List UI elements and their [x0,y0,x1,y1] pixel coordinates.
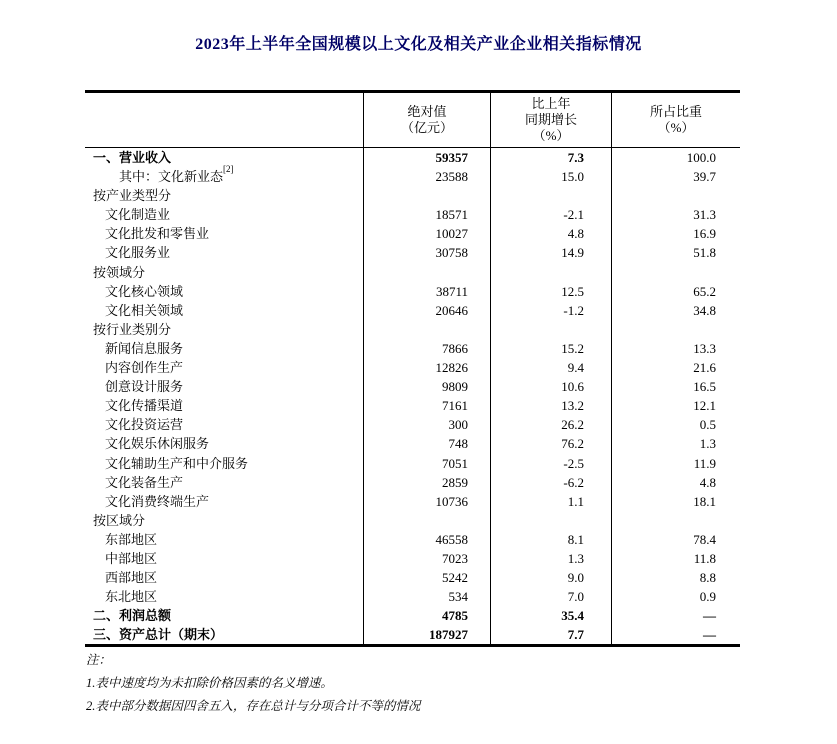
row-label: 三、资产总计（期末） [85,625,364,644]
table-row [85,301,740,320]
table-row [85,243,740,262]
value-absolute: 18571 [364,205,491,224]
value-absolute: 7161 [364,396,491,415]
value-absolute [364,320,491,339]
table-row [85,282,740,301]
row-label: 东部地区 [85,530,364,549]
table-header-row [85,93,740,148]
value-absolute: 23588 [364,167,491,186]
value-share: 0.5 [699,417,716,433]
value-growth: 1.1 [491,492,612,511]
value-absolute: 30758 [364,243,491,262]
row-label: 文化相关领域 [85,301,364,320]
table-row [85,186,740,205]
row-label: 二、利润总额 [85,606,364,625]
row-label: 文化核心领域 [85,282,364,301]
row-label: 按行业类别分 [85,320,364,339]
value-absolute: 748 [364,434,491,453]
value-share: 1.3 [699,436,716,452]
value-growth: 12.5 [491,282,612,301]
row-label: 一、营业收入 [85,148,364,167]
value-growth: 35.4 [491,606,612,625]
value-growth: 10.6 [491,377,612,396]
row-label: 创意设计服务 [85,377,364,396]
value-growth: 76.2 [491,434,612,453]
value-absolute: 7866 [364,339,491,358]
value-absolute [364,263,491,282]
value-share: 51.8 [693,245,716,261]
table-row [85,263,740,282]
stats-table [85,90,740,647]
value-growth: 9.0 [491,568,612,587]
table-body [85,148,740,644]
value-absolute: 59357 [364,148,491,167]
value-absolute [364,186,491,205]
table-row [85,549,740,568]
row-label: 文化消费终端生产 [85,492,364,511]
value-growth: -2.5 [491,454,612,473]
value-share: 11.9 [693,455,716,471]
header-yoy-growth-line2: 同期增长 [524,112,577,127]
table-row [85,568,740,587]
value-share: 78.4 [693,531,716,547]
value-growth [491,320,612,339]
row-label: 文化娱乐休闲服务 [85,434,364,453]
row-label: 文化辅助生产和中介服务 [85,454,364,473]
value-absolute: 7023 [364,549,491,568]
header-share-line1: 所占比重 [649,104,702,119]
table-row [85,205,740,224]
header-share-line2: （%） [657,120,695,135]
value-share: 16.5 [693,379,716,395]
row-label: 文化装备生产 [85,473,364,492]
table-row [85,606,740,625]
value-growth: 15.2 [491,339,612,358]
value-share: — [703,608,716,624]
header-absolute-value-line2: （亿元） [400,120,453,135]
table-row [85,492,740,511]
footnote-ref: [2] [223,163,234,174]
header-absolute-value [364,93,491,147]
value-growth: -1.2 [491,301,612,320]
header-yoy-growth [491,93,612,147]
row-label: 按领域分 [85,263,364,282]
value-growth: 26.2 [491,415,612,434]
value-absolute: 46558 [364,530,491,549]
value-growth: 15.0 [491,167,612,186]
value-absolute: 7051 [364,454,491,473]
notes-heading: 注： [86,653,112,667]
table-notes [86,649,420,718]
value-growth: 13.2 [491,396,612,415]
value-absolute: 300 [364,415,491,434]
table-row [85,625,740,644]
value-absolute: 10027 [364,224,491,243]
value-share: 65.2 [693,283,716,299]
value-share: 100.0 [686,150,716,165]
value-absolute: 38711 [364,282,491,301]
value-absolute: 2859 [364,473,491,492]
row-label: 文化批发和零售业 [85,224,364,243]
table-row [85,396,740,415]
note-line: 1.表中速度均为未扣除价格因素的名义增速。 [86,676,333,690]
value-absolute: 187927 [364,625,491,644]
value-share: 39.7 [693,169,716,185]
table-row [85,530,740,549]
table-row [85,511,740,530]
table-row [85,148,740,167]
value-share: — [703,627,716,643]
value-absolute: 534 [364,587,491,606]
header-absolute-value-line1: 绝对值 [407,104,447,119]
value-growth: 4.8 [491,224,612,243]
value-growth: 7.7 [491,625,612,644]
row-label: 内容创作生产 [85,358,364,377]
value-growth: 7.3 [491,148,612,167]
row-label: 新闻信息服务 [85,339,364,358]
value-absolute: 12826 [364,358,491,377]
value-share: 8.8 [699,570,716,586]
value-share: 4.8 [699,474,716,490]
table-row [85,377,740,396]
value-growth: -6.2 [491,473,612,492]
row-label: 文化服务业 [85,243,364,262]
value-absolute: 5242 [364,568,491,587]
value-growth: -2.1 [491,205,612,224]
row-label: 按产业类型分 [85,186,364,205]
page-title: 2023年上半年全国规模以上文化及相关产业企业相关指标情况 [195,36,642,53]
value-absolute: 4785 [364,606,491,625]
row-label: 东北地区 [85,587,364,606]
value-growth: 1.3 [491,549,612,568]
header-yoy-growth-line3: （%） [532,128,570,143]
value-share: 12.1 [693,398,716,414]
value-share: 21.6 [693,360,716,376]
value-share: 11.8 [693,550,716,566]
note-line: 2.表中部分数据因四舍五入，存在总计与分项合计不等的情况 [86,699,421,713]
value-absolute [364,511,491,530]
value-share: 0.9 [699,589,716,605]
value-growth [491,511,612,530]
row-label: 文化投资运营 [85,415,364,434]
row-label: 文化传播渠道 [85,396,364,415]
value-absolute: 9809 [364,377,491,396]
row-label: 中部地区 [85,549,364,568]
value-share: 18.1 [693,493,716,509]
value-share [612,320,740,339]
table-row [85,587,740,606]
value-share [612,263,740,282]
table-row [85,473,740,492]
table-row [85,320,740,339]
value-share: 16.9 [693,226,716,242]
value-share [612,511,740,530]
table-row [85,415,740,434]
table-row [85,224,740,243]
row-label: 其中：文化新业态[2] [85,167,364,186]
header-share [612,93,740,147]
value-share: 13.3 [693,340,716,356]
value-growth [491,186,612,205]
table-row [85,339,740,358]
row-label: 西部地区 [85,568,364,587]
value-growth: 8.1 [491,530,612,549]
value-absolute: 20646 [364,301,491,320]
value-growth: 7.0 [491,587,612,606]
value-growth: 9.4 [491,358,612,377]
header-yoy-growth-line1: 比上年 [531,96,571,111]
row-label: 文化制造业 [85,205,364,224]
header-indicator-column [85,93,364,147]
table-row [85,163,740,186]
table-row [85,454,740,473]
value-share: 31.3 [693,207,716,223]
value-share [612,186,740,205]
notes-list [86,672,420,718]
row-label: 按区域分 [85,511,364,530]
value-growth: 14.9 [491,243,612,262]
value-share: 34.8 [693,302,716,318]
value-growth [491,263,612,282]
value-absolute: 10736 [364,492,491,511]
table-row [85,434,740,453]
table-row [85,358,740,377]
